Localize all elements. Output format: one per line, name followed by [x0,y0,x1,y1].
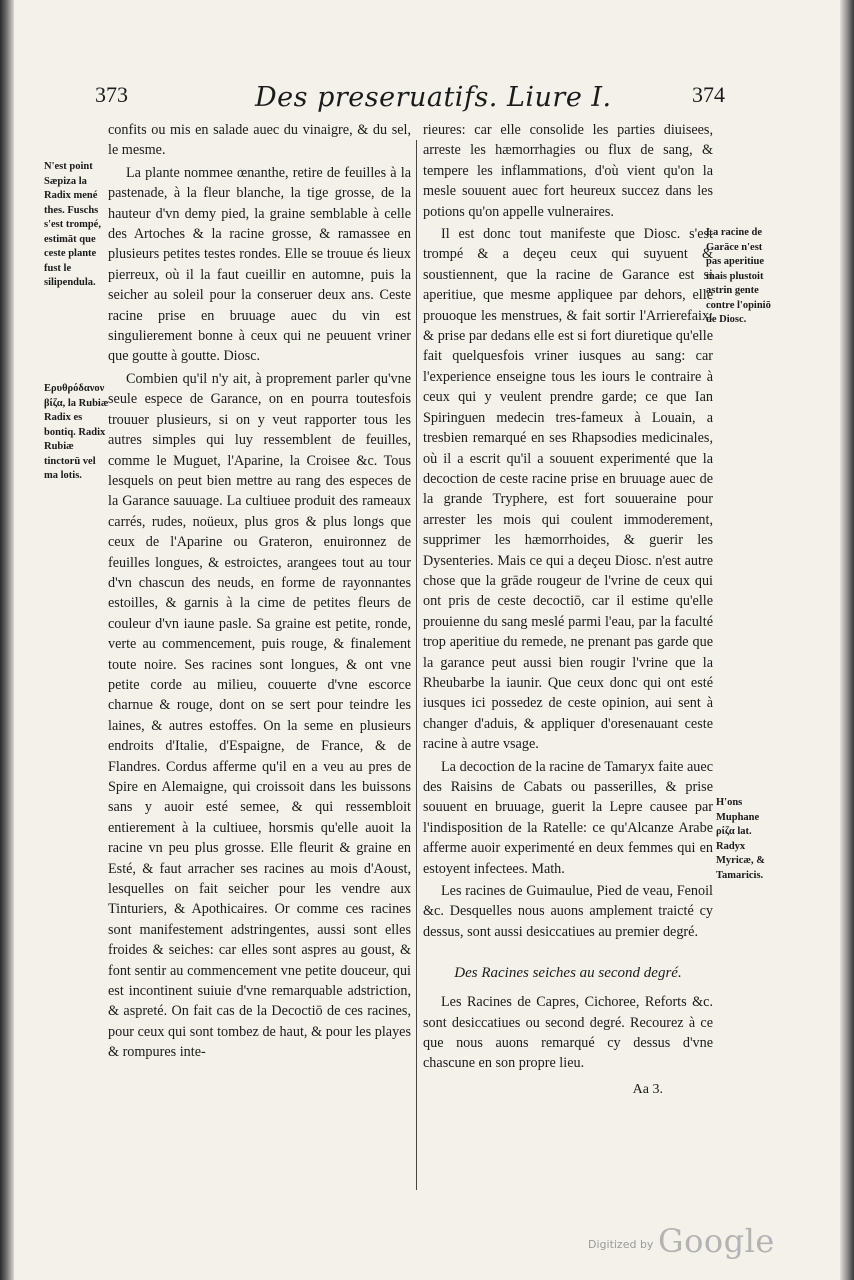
margin-note-right-2: H'ons Muphane ρίζα lat. Radyx Myricæ, & Tamaricis. [716,797,765,881]
google-logo: Google [658,1222,775,1260]
left-column [108,120,411,1065]
section-heading: Des Racines seiches au second degré. [454,965,682,982]
column-divider [416,140,417,1190]
watermark-prefix: Digitized by [588,1238,654,1251]
paragraph: La decoction de la racine de Tamaryx faite auec des Raisins de Cabats ou passerilles, & prise souuent en bruuage, guerit la Lepre causee par l'indisposition de la Ratelle: ce qu'Alcanze Arabe afferme auoir experimenté en deux femmes qui en estoyent infectees. Math. [423,758,713,877]
page-edge-right [840,0,854,1280]
paragraph: rieures: car elle consolide les parties diuisees, arreste les hæmorrhagies ou flux de sang, & tempere les inflammations, d'où vient qu'on la mesle souuent auec fort heureux succez dans les potions qu'on appelle vulneraires. [423,122,713,220]
paragraph: Il est donc tout manifeste que Diosc. s'est trompé & a deçeu ceux qui suyuent & soustiennent, que la racine de Garance est si aperitiue, que mesme appliquee par dehors, elle prouoque les menstrues, & fait sortir l'Arrierefaix: & prise par dedans elle est si fort diuretique qu'elle fait quelquesfois vriner iusques au sang: car l'experience enseigne tous les iours le contraire à ceux qui y veulent prendre garde; ce que Ian Spiringuen medecin tres-fameux à Louain, a tresbien remarqué en ses Rhapsodies medicinales, où il a escrit qu'il a souuent experimenté que la decoction de ceste racine prise en bruuage auec de la grande Tryphere, est fort souueraine pour arrester les mois qui coulent immoderement, supprimer les hæmorrhoides, & guerir les Dysenteries. Mais ce qui a deçeu Diosc. n'est autre chose que la grāde rougeur de l'vrine de ceux qui ont pris de ceste decoctiō, car il estime qu'elle prouienne du sang meslé parmi l'eau, par la faculté trop aperitiue du remede, ne prenant pas garde que la garance peut aussi bien rougir l'vrine que la Rheubarbe la iaunir. Que ceux donc qui ont esté iusques ici possedez de ceste opinion, aui sent à changer d'aduis, & appliquer d'oresenauant ceste racine à autre vsage. [423,226,713,753]
page-number-right: 374 [692,82,725,107]
google-watermark [588,1222,828,1262]
running-header [95,82,725,122]
paragraph: Les Racines de Capres, Cichoree, Reforts &c. sont desiccatiues ou second degré. Recourez à ce que nous auons remarqué cy dessus d'vne chascune en son propre lieu. [423,994,713,1072]
margin-note-right-1: La racine de Garāce n'est pas aperitiue mais plustoit astrin gente contre l'opiniō de Diosc. [706,227,771,325]
paragraph: La plante nommee œnanthe, retire de feuilles à la pastenade, à la fleur blanche, la tige grosse, de la hauteur d'vn demy pied, la graine semblable à celle des Artoches & la racine grosse, & ramassee en plusieurs petites testes rondes. Elle se trouue és lieux pierreux, où il la faut cueillir en automne, puis la seicher au soleil pour la conseruer deux ans. Ceste racine prise en bruuage auec du vin est singulierement bonne à ceux qui ne peuuent vriner que goutte à goutte. Diosc. [108,164,411,365]
margin-note-left-2: Ερυθρόδανον βίζα, la Rubiæ Radix es bontiq. Radix Rubiæ tinctorū vel ma lotis. [44,383,109,481]
paragraph: Combien qu'il n'y ait, à proprement parler qu'vne seule espece de Garance, on en pourra toutesfois trouuer plusieurs, si on y veut rapporter tous les autres simples qui luy ressemblent de feuilles, comme le Muguet, l'Aparine, la Croisee &c. Tous lesquels on peut bien mettre au rang des especes de la Garance sauuage. La cultiuee produit des rameaux carrés, rudes, noüeux, plus gros & plus longs que ceux de l'Aparine ou Grateron, enuironnez de feuilles longues, & estroictes, arangees tout au tour d'vn chascun des neuds, en forme de rayonnantes estoilles, & garnis à la cime de petites fleurs de couleur d'vn iaune pasle. Sa graine est petite, ronde, verte au commencement, puis rouge, & finalement toute noire. Ses racines sont longues, & ont vne petite corde au milieu, couuerte d'vne escorce charnue & rouge, dont on se sert pour teindre les laines, & autres estoffes. On la seme en plusieurs endroits d'Italie, d'Espaigne, de France, & de Flandres. Cordus afferme qu'il en a veu au pres de Spire en Alemaigne, qui croissoit dans les buissons sans y auoir esté semee, & qui ressembloit entierement à la cultiuee, horsmis qu'elle auoit la racine vn peu plus grosse. Elle fleurit & graine en Esté, & faut arracher ses racines au mois d'Aoust, lesquelles on fait seicher pour les vendre aux Tinturiers, & Apothicaires. Or comme ces racines sont manifestement adstringentes, aussi sont elles froides & seiches: car elles sont aspres au goust, & font sentir au commencement vne petite douceur, qui est incontinent suiuie d'vne remarquable adstriction, & aspreté. On fait cas de la Decoctiō de ces racines, pour ceux qui sont tombez de haut, & pour les playes & rompures inte- [108,370,411,1061]
paragraph: Les racines de Guimaulue, Pied de veau, Fenoil &c. Desquelles nous auons amplement traicté cy dessus, sont aussi desiccatiues au premier degré. [423,883,713,940]
page-edge-left [0,0,14,1280]
paragraph: confits ou mis en salade auec du vinaigre, & du sel, le mesme. [108,122,411,159]
signature-mark: Aa 3. [632,1081,663,1097]
right-column [423,120,713,1100]
page-number-left: 373 [95,82,128,107]
running-title: Des preseruatifs. Liure I. [255,82,612,113]
margin-note-left-1: N'est point Sæpiza la Radix mené thes. Fuschs s'est trompé, estimāt que ceste plante fust le silipendula. [44,161,101,288]
